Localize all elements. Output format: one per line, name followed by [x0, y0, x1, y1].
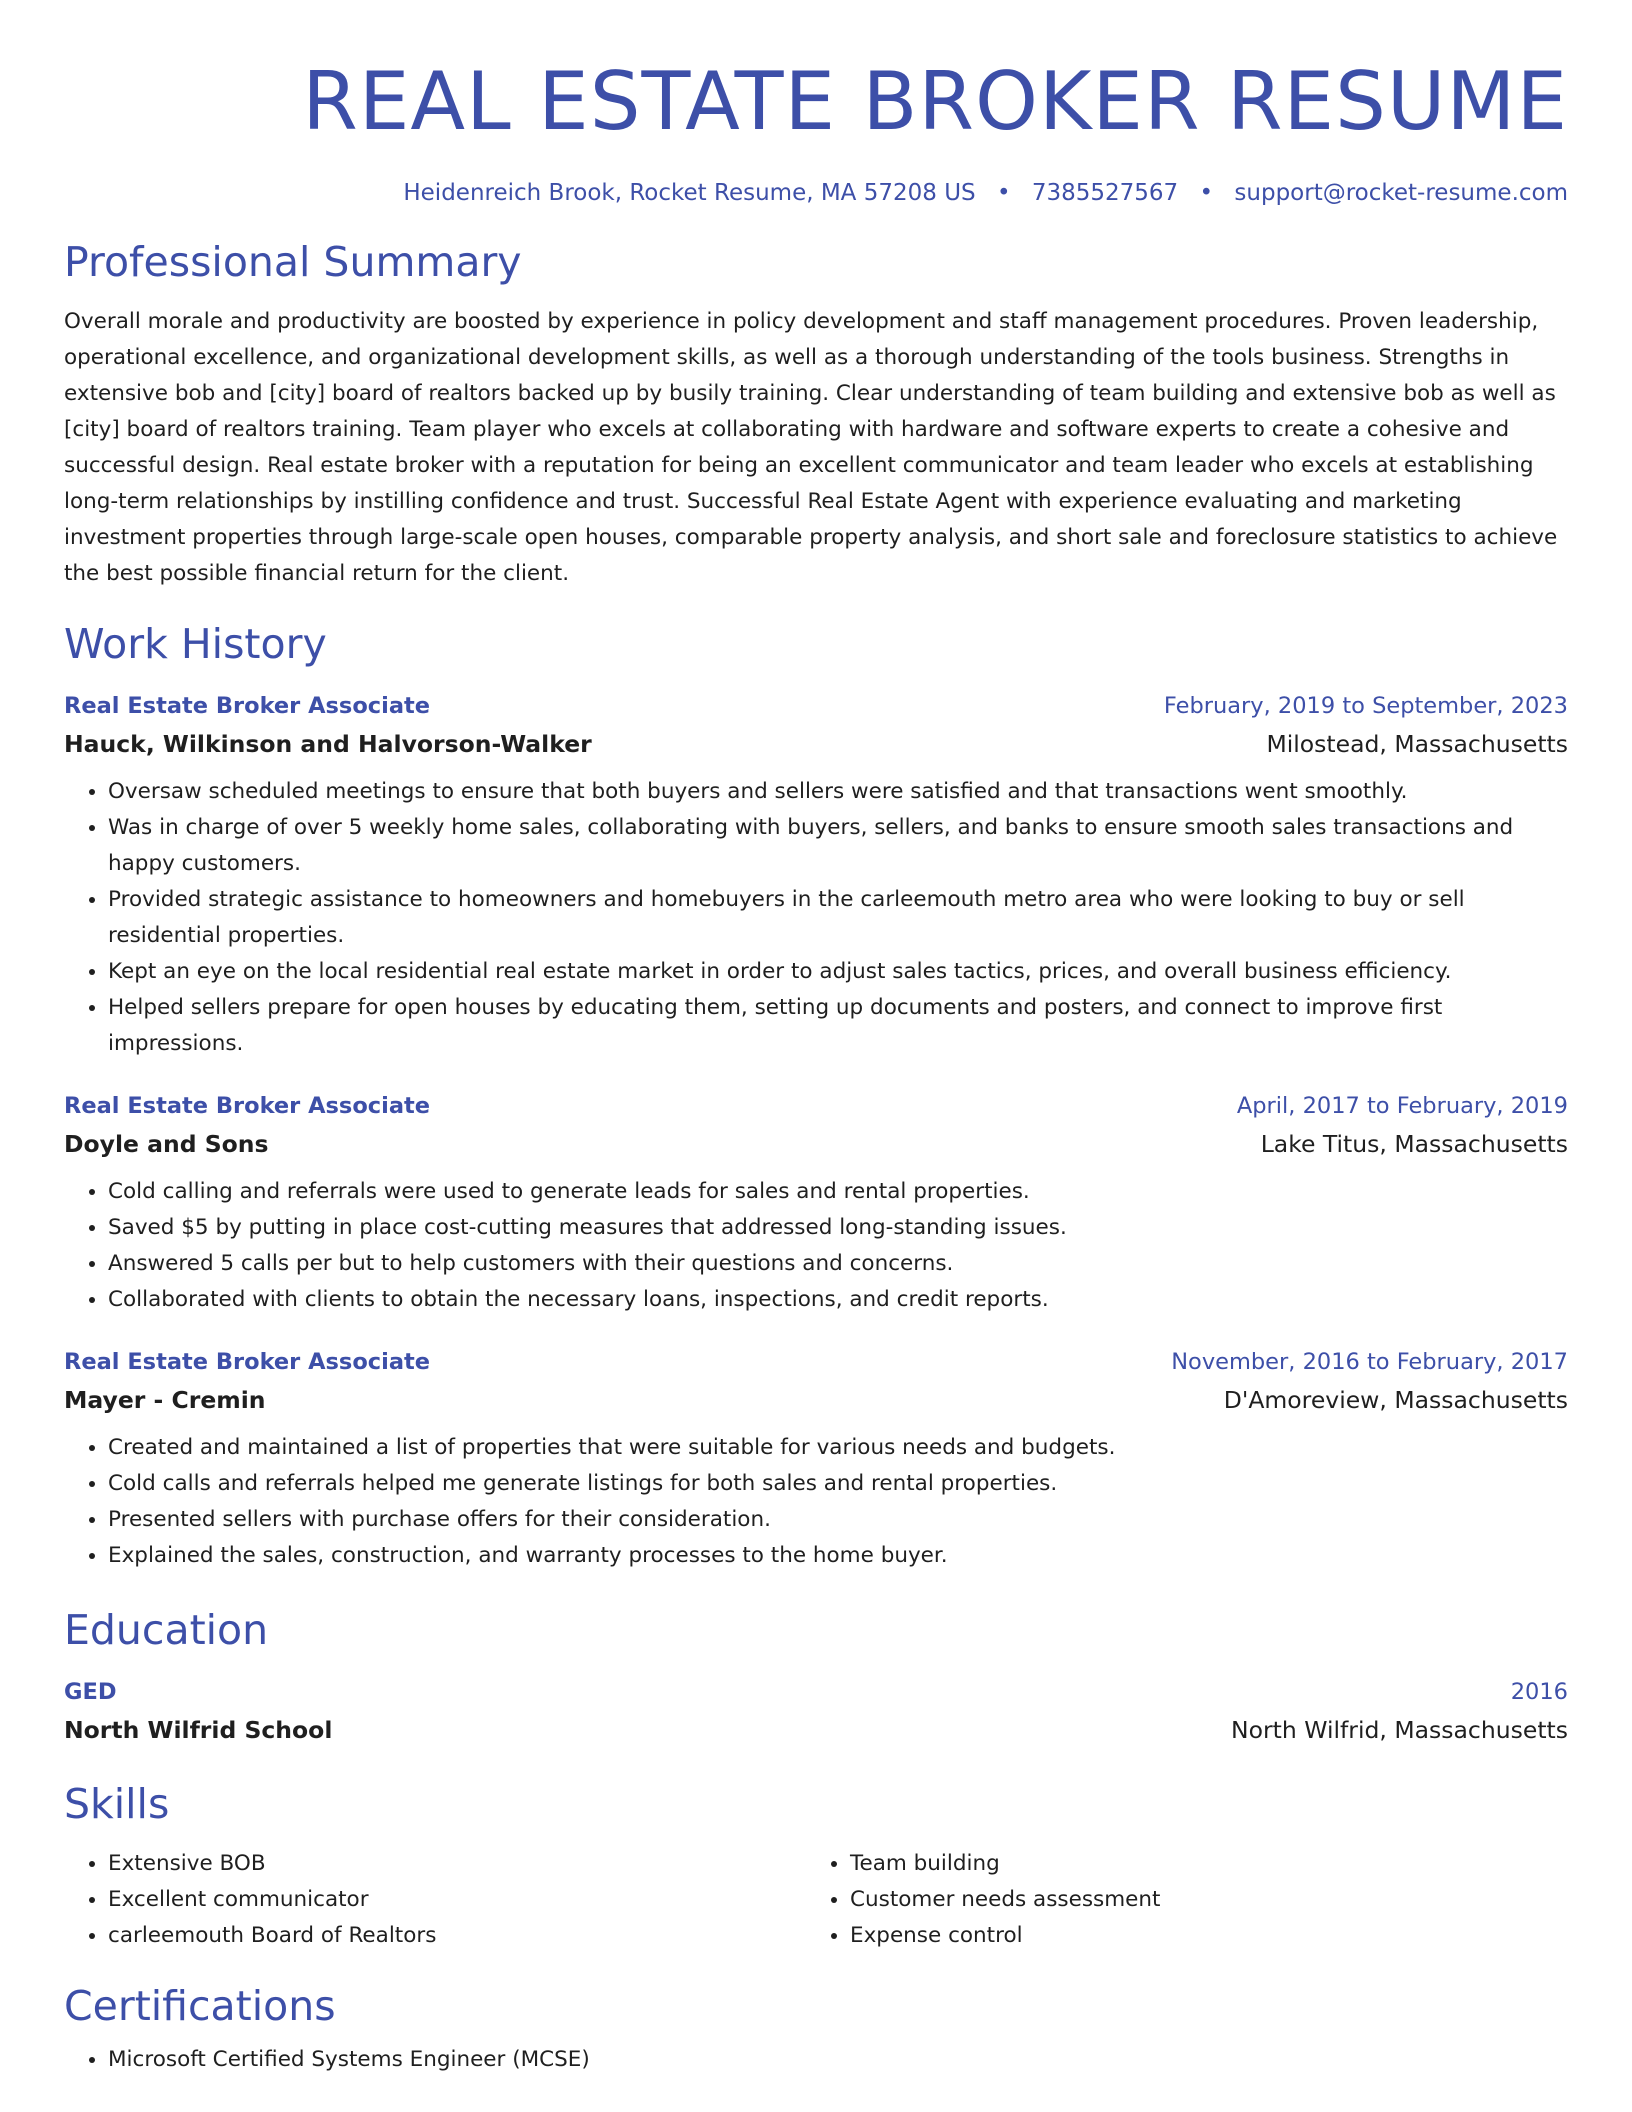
contact-separator: •: [1199, 180, 1214, 206]
professional-summary-section: [64, 236, 1568, 592]
contact-email: support@rocket-resume.com: [1234, 180, 1568, 206]
education-location: North Wilfrid, Massachusetts: [1231, 1716, 1568, 1744]
education-school: North Wilfrid School: [64, 1716, 333, 1744]
job-title: Real Estate Broker Associate: [64, 1349, 431, 1375]
job-dates: April, 2017 to February, 2019: [1236, 1093, 1568, 1119]
job-bullet: • Saved $5 by putting in place cost-cutting measures that addressed long-standing issues.: [108, 1210, 1568, 1246]
job-employer: Mayer - Cremin: [64, 1386, 266, 1414]
job-dates: November, 2016 to February, 2017: [1171, 1349, 1568, 1375]
job-bullet: • Created and maintained a list of properties that were suitable for various needs and budgets.: [108, 1430, 1568, 1466]
certification-item: • Microsoft Certified Systems Engineer (MCSE): [108, 2042, 1568, 2078]
job-bullets: [64, 774, 1568, 1062]
job-bullets: [64, 1430, 1568, 1574]
resume-page: [64, 0, 1568, 2078]
skill-item: • Expense control: [850, 1918, 1548, 1954]
job-location: D'Amoreview, Massachusetts: [1223, 1386, 1568, 1414]
skills-column-left: [64, 1846, 806, 1954]
job-entry: [64, 1088, 1568, 1318]
job-bullets: [64, 1174, 1568, 1318]
skills-section: [64, 1778, 1568, 1954]
job-title: Real Estate Broker Associate: [64, 1093, 431, 1119]
job-bullet: • Kept an eye on the local residential real estate market in order to adjust sales tactics, prices, and overall business efficiency.: [108, 954, 1568, 990]
job-bullet: • Collaborated with clients to obtain the necessary loans, inspections, and credit reports.: [108, 1282, 1568, 1318]
job-dates: February, 2019 to September, 2023: [1163, 693, 1568, 719]
skills-heading: Skills: [64, 1780, 170, 1828]
job-bullet: • Cold calls and referrals helped me generate listings for both sales and rental properties.: [108, 1466, 1568, 1502]
job-entry: [64, 1344, 1568, 1574]
job-bullet: • Provided strategic assistance to homeowners and homebuyers in the carleemouth metro area who were looking to buy or sell residential properties.: [108, 882, 1568, 954]
job-employer: Hauck, Wilkinson and Halvorson-Walker: [64, 730, 592, 758]
job-bullet: • Answered 5 calls per but to help customers with their questions and concerns.: [108, 1246, 1568, 1282]
summary-text: Overall morale and productivity are boosted by experience in policy development and staff management procedures. Proven leadership, operational excellence, and organizational development skills, as well as a thorough understanding of the tools business. Strengths in extensive bob and [city] board of realtors backed up by busily training. Clear understanding of team building and extensive bob as well as [city] board of realtors training. Team player who excels at collaborating with hardware and software experts to create a cohesive and successful design. Real estate broker with a reputation for being an excellent communicator and team leader who excels at establishing long-term relationships by instilling confidence and trust. Successful Real Estate Agent with experience evaluating and marketing investment properties through large-scale open houses, comparable property analysis, and short sale and foreclosure statistics to achieve the best possible financial return for the client.: [64, 309, 1558, 586]
job-bullet: • Oversaw scheduled meetings to ensure that both buyers and sellers were satisfied and that transactions went smoothly.: [108, 774, 1568, 810]
education-section: [64, 1604, 1568, 1750]
job-employer: Doyle and Sons: [64, 1130, 269, 1158]
job-entry: [64, 688, 1568, 1062]
certifications-list: [64, 2042, 1568, 2078]
job-bullet: • Cold calling and referrals were used to generate leads for sales and rental properties.: [108, 1174, 1568, 1210]
certifications-heading: Certifications: [64, 1982, 336, 2030]
summary-heading: Professional Summary: [64, 238, 522, 286]
education-year: 2016: [1510, 1679, 1568, 1705]
education-entry: [64, 1674, 1568, 1750]
job-location: Milostead, Massachusetts: [1266, 730, 1568, 758]
work-history-heading: Work History: [64, 620, 327, 668]
contact-line: [64, 178, 1568, 208]
resume-title: REAL ESTATE BROKER RESUME: [302, 55, 1568, 148]
contact-separator: •: [996, 180, 1011, 206]
skill-item: • carleemouth Board of Realtors: [108, 1918, 806, 1954]
job-bullet: • Was in charge of over 5 weekly home sales, collaborating with buyers, sellers, and banks to ensure smooth sales transactions and happy customers.: [108, 810, 1568, 882]
skill-item: • Team building: [850, 1846, 1548, 1882]
skills-grid: [64, 1846, 1568, 1954]
skills-column-right: [806, 1846, 1548, 1954]
education-heading: Education: [64, 1606, 269, 1654]
skill-item: • Customer needs assessment: [850, 1882, 1548, 1918]
skill-item: • Extensive BOB: [108, 1846, 806, 1882]
certifications-section: [64, 1980, 1568, 2078]
job-bullet: • Presented sellers with purchase offers for their consideration.: [108, 1502, 1568, 1538]
contact-phone: 7385527567: [1031, 180, 1179, 206]
education-degree: GED: [64, 1679, 117, 1705]
job-title: Real Estate Broker Associate: [64, 693, 431, 719]
contact-address: Heidenreich Brook, Rocket Resume, MA 57208 US: [403, 180, 976, 206]
job-bullet: • Explained the sales, construction, and warranty processes to the home buyer.: [108, 1538, 1568, 1574]
work-history-section: [64, 618, 1568, 1574]
job-bullet: • Helped sellers prepare for open houses by educating them, setting up documents and posters, and connect to improve first impressions.: [108, 990, 1568, 1062]
job-location: Lake Titus, Massachusetts: [1260, 1130, 1568, 1158]
skill-item: • Excellent communicator: [108, 1882, 806, 1918]
